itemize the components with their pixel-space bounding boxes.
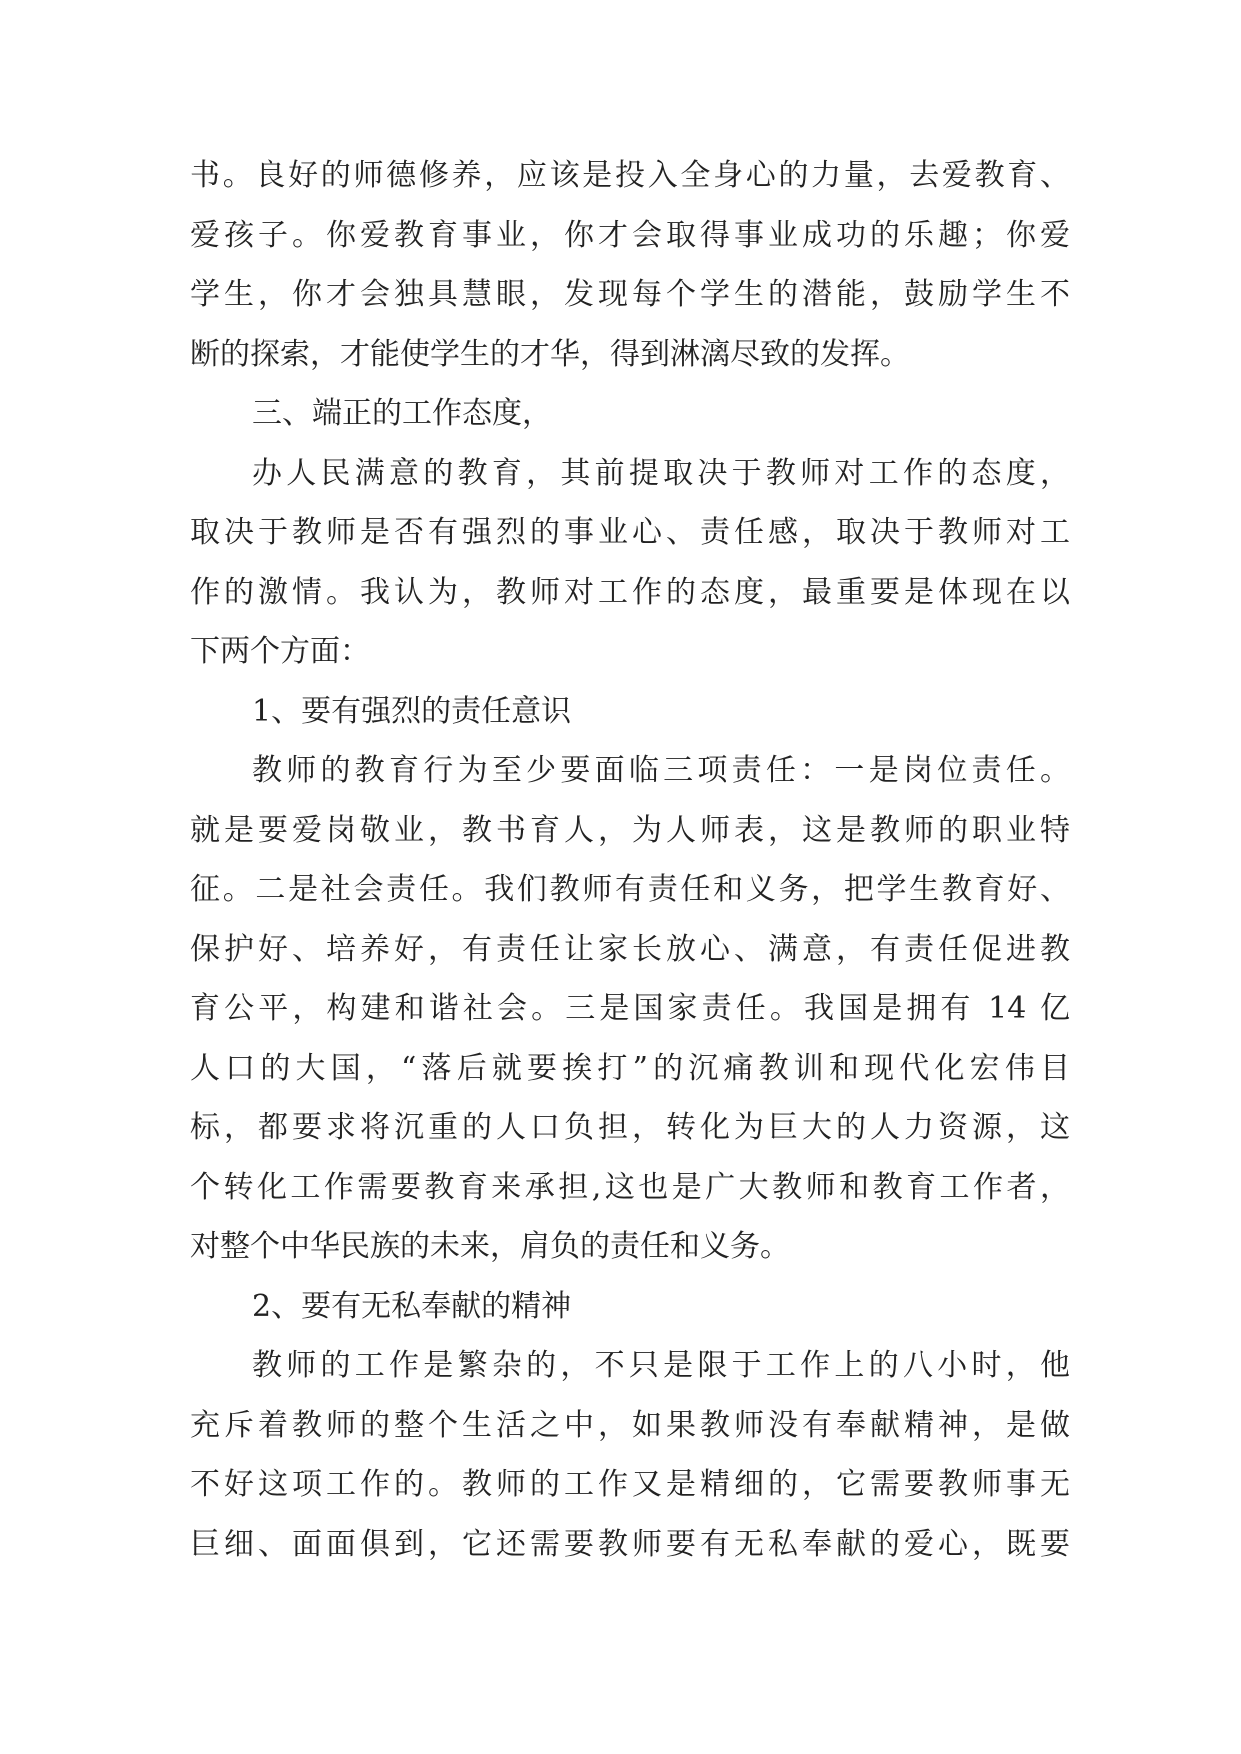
- text-line: 作的激情。我认为，教师对工作的态度，最重要是体现在以: [190, 574, 1070, 610]
- body-text: [190, 154, 1070, 1582]
- text-line: 办人民满意的教育，其前提取决于教师对工作的态度，: [252, 455, 1070, 491]
- text-line: 标，都要求将沉重的人口负担，转化为巨大的人力资源，这: [190, 1110, 1070, 1145]
- text-line: 人口的大国，“落后就要挨打”的沉痛教训和现代化宏伟目: [190, 1050, 1070, 1086]
- text-line: 教师的教育行为至少要面临三项责任：一是岗位责任。: [252, 753, 1070, 788]
- subsection-heading: 1、要有强烈的责任意识: [252, 693, 572, 729]
- text-line: 保护好、培养好，有责任让家长放心、满意，有责任促进教: [190, 931, 1070, 967]
- text-line: 教师的工作是繁杂的，不只是限于工作上的八小时，他: [252, 1348, 1070, 1383]
- text-line: 下两个方面：: [190, 634, 370, 669]
- text-line: 断的探索，才能使学生的才华，得到淋漓尽致的发挥。: [190, 336, 910, 372]
- text-line: 书。良好的师德修养，应该是投入全身心的力量，去爱教育、: [190, 158, 1070, 193]
- text-line: 取决于教师是否有强烈的事业心、责任感，取决于教师对工: [190, 515, 1070, 550]
- text-line: 对整个中华民族的未来，肩负的责任和义务。: [190, 1229, 790, 1264]
- section-heading: 三、端正的工作态度，: [252, 396, 552, 431]
- subsection-heading: 2、要有无私奉献的精神: [252, 1288, 572, 1324]
- text-line: 学生，你才会独具慧眼，发现每个学生的潜能，鼓励学生不: [190, 277, 1070, 312]
- text-line: 巨细、面面俱到，它还需要教师要有无私奉献的爱心，既要: [190, 1526, 1070, 1562]
- text-line: 不好这项工作的。教师的工作又是精细的，它需要教师事无: [190, 1467, 1070, 1502]
- text-line: 爱孩子。你爱教育事业，你才会取得事业成功的乐趣；你爱: [190, 217, 1070, 253]
- text-line: 充斥着教师的整个生活之中，如果教师没有奉献精神，是做: [190, 1407, 1070, 1443]
- text-line: 征。二是社会责任。我们教师有责任和义务，把学生教育好、: [190, 872, 1070, 907]
- text-line: 育公平，构建和谐社会。三是国家责任。我国是拥有 14 亿: [190, 991, 1070, 1026]
- text-line: 就是要爱岗敬业，教书育人，为人师表，这是教师的职业特: [190, 812, 1070, 848]
- text-line: 个转化工作需要教育来承担,这也是广大教师和教育工作者，: [190, 1169, 1070, 1205]
